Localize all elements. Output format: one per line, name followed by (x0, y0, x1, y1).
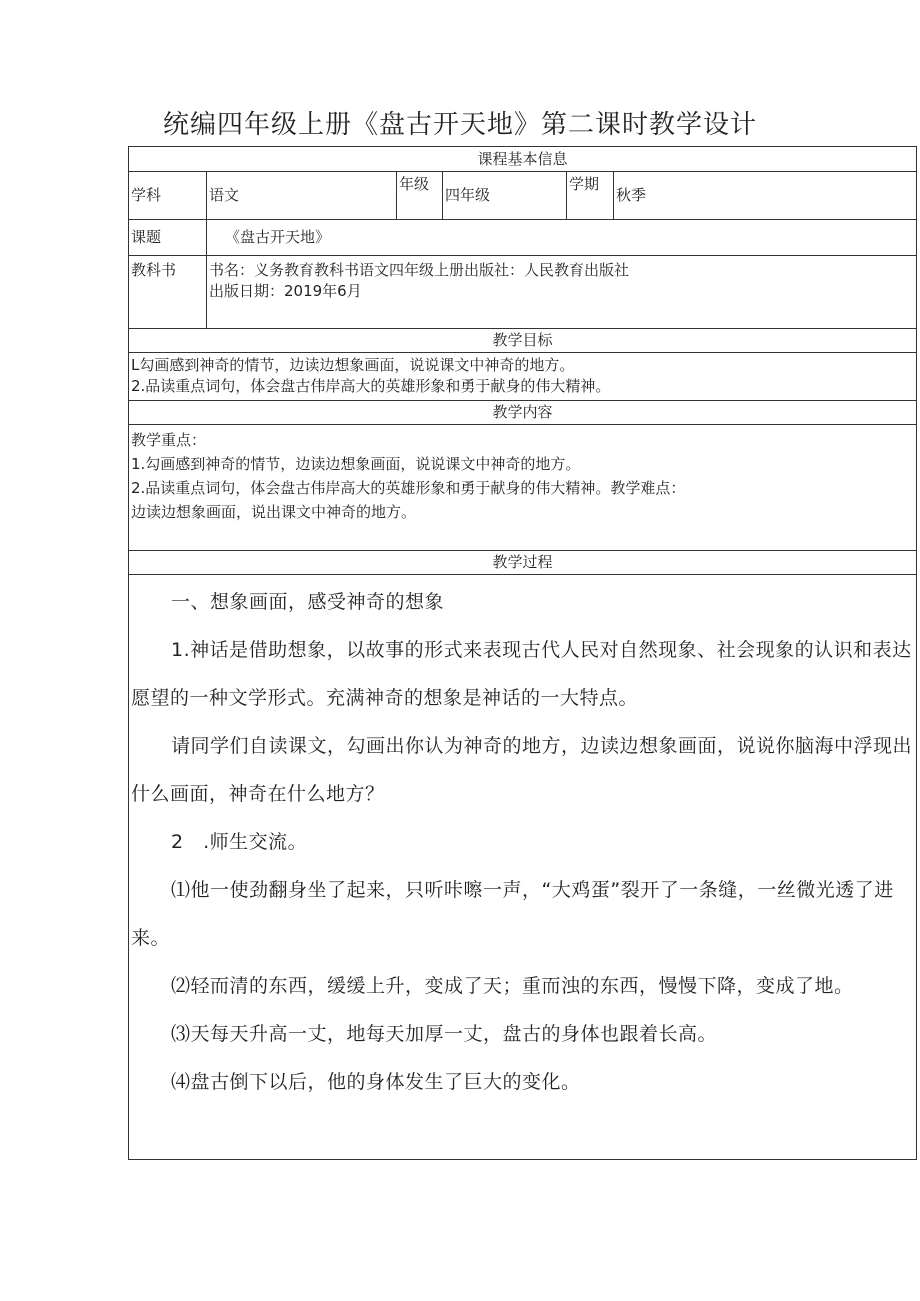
subject-label: 学科 (129, 172, 207, 220)
textbook-line-2: 出版日期：2019年6月 (209, 282, 362, 300)
textbook-label: 教科书 (129, 256, 207, 329)
process-paragraph: ⑷盘古倒下以后，他的身体发生了巨大的变化。 (171, 1071, 581, 1093)
textbook-value (207, 256, 917, 329)
topic-label: 课题 (129, 220, 207, 256)
lesson-plan-table (128, 146, 917, 1160)
document-title: 统编四年级上册《盘古开天地》第二课时教学设计 (162, 110, 757, 140)
term-value: 秋季 (614, 172, 917, 220)
topic-value: 《盘古开天地》 (207, 220, 917, 256)
objective-item: L勾画感到神奇的情节，边读边想象画面，说说课文中神奇的地方。 (131, 356, 575, 374)
grade-value: 四年级 (443, 172, 567, 220)
content-header: 教学内容 (129, 401, 917, 425)
process-header: 教学过程 (129, 551, 917, 575)
content-line: 教学重点： (131, 431, 207, 449)
objectives-header: 教学目标 (129, 329, 917, 353)
objectives-list (129, 353, 917, 401)
textbook-line-1: 书名：义务教育教科书语文四年级上册出版社：人民教育出版社 (209, 261, 630, 279)
process-body (129, 575, 917, 1160)
basic-info-header: 课程基本信息 (129, 147, 917, 172)
content-body (129, 425, 917, 551)
process-paragraph: ⑶天每天升高一丈，地每天加厚一丈，盘古的身体也跟着长高。 (171, 1023, 718, 1045)
process-paragraph: ⑴他一使劲翻身坐了起来，只听咔嚓一声，“大鸡蛋”裂开了一条缝，一丝微光透了进来。 (131, 879, 894, 949)
process-paragraph: 请同学们自读课文，勾画出你认为神奇的地方，边读边想象画面，说说你脑海中浮现出什么画面，神奇在什么地方？ (131, 735, 913, 805)
term-label: 学期 (567, 172, 614, 220)
objective-item: 2.品读重点词句，体会盘古伟岸高大的英雄形象和勇于献身的伟大精神。 (131, 377, 611, 395)
grade-label: 年级 (397, 172, 443, 220)
process-paragraph: 一、想象画面，感受神奇的想象 (171, 591, 445, 613)
subject-value: 语文 (207, 172, 397, 220)
content-line: 边读边想象画面，说出课文中神奇的地方。 (131, 503, 417, 521)
content-line: 1.勾画感到神奇的情节，边读边想象画面，说说课文中神奇的地方。 (131, 455, 581, 473)
process-paragraph: 2 .师生交流。 (171, 831, 308, 853)
content-line: 2.品读重点词句，体会盘古伟岸高大的英雄形象和勇于献身的伟大精神。教学难点： (131, 479, 686, 497)
process-paragraph: ⑵轻而清的东西，缓缓上升，变成了天；重而浊的东西，慢慢下降，变成了地。 (171, 975, 854, 997)
process-paragraph: 1.神话是借助想象，以故事的形式来表现古代人民对自然现象、社会现象的认识和表达愿望的一种文学形式。充满神奇的想象是神话的一大特点。 (131, 639, 912, 709)
